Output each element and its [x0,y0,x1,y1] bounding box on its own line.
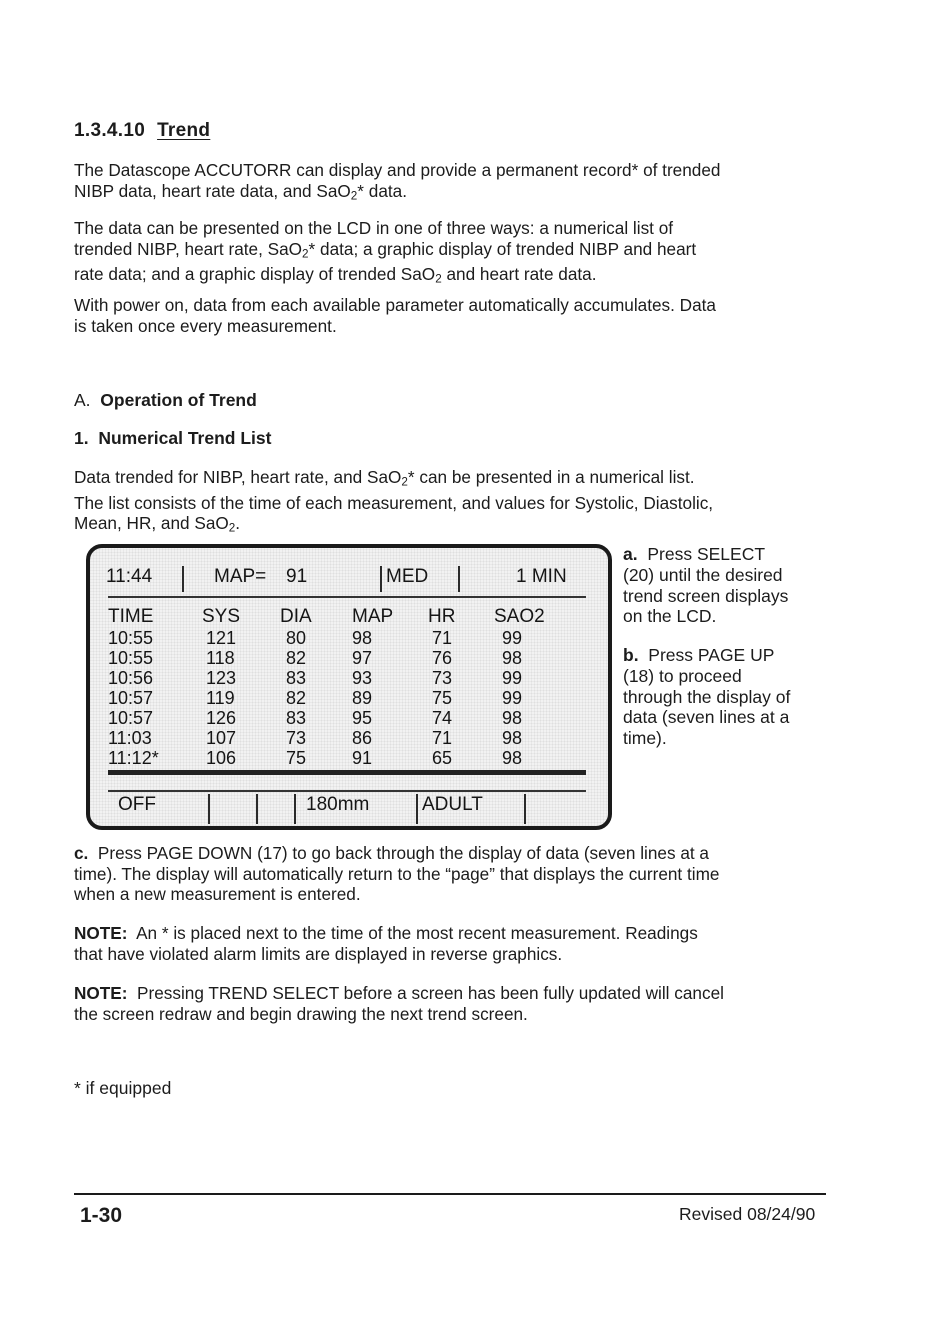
lcd-cell-sao2: 98 [502,728,523,748]
lcd-cell-dia: 82 [286,648,307,668]
lcd-cell-sao2: 99 [502,668,523,688]
lcd-cell-dia: 80 [286,628,307,648]
lcd-cell-map: 89 [352,688,373,708]
footnote: * if equipped [74,1078,172,1098]
lcd-cell-time: 11:03 [108,728,152,748]
lcd-softkey-off: OFF [118,794,156,815]
lcd-cell-hr: 71 [432,628,453,648]
lcd-cell-sys: 121 [206,628,237,648]
lcd-cell-sao2: 98 [502,708,523,728]
lcd-cell-time: 11:12* [108,748,159,768]
lcd-cell-dia: 75 [286,748,307,768]
lcd-header-time: TIME [108,606,154,627]
lcd-cell-hr: 76 [432,648,453,668]
lcd-cell-sao2: 99 [502,688,523,708]
lcd-cell-sao2: 99 [502,628,523,648]
note-trend-select: NOTE: Pressing TREND SELECT before a screen has been fully updated will cancel the screen redraw and begin drawing the next trend screen. [74,983,724,1024]
numerical-list-paragraph: Data trended for NIBP, heart rate, and SaO$_2$* can be presented in a numerical list. The list consists of the time of each measurement, and values for Systolic, Diastolic, Mean, HR, and SaO$_2$. [74,467,714,535]
lcd-cell-dia: 82 [286,688,307,708]
lcd-mode: MED [386,566,429,587]
lcd-cell-sys: 106 [206,748,237,768]
step-c: c. Press PAGE DOWN (17) to go back through the display of data (seven lines at a time). The display will automatically return to the “page” that displays the current time when a new measurement is entered. [74,843,720,904]
lcd-cell-sys: 119 [206,688,235,708]
lcd-cell-map: 98 [352,628,373,648]
lcd-map-value: 91 [286,566,308,587]
lcd-header-dia: DIA [280,606,312,627]
lcd-cell-time: 10:55 [108,628,154,648]
lcd-cell-dia: 83 [286,708,307,728]
lcd-cell-map: 97 [352,648,373,668]
lcd-cell-dia: 83 [286,668,307,688]
lcd-cell-hr: 75 [432,688,453,708]
lcd-cell-map: 86 [352,728,373,748]
note-recent-measurement: NOTE: An * is placed next to the time of the most recent measurement. Readings that have violated alarm limits are displayed in reverse graphics. [74,923,698,964]
section-heading [74,120,210,142]
revision-date: Revised 08/24/90 [679,1204,816,1224]
section-title: Trend [157,120,211,141]
intro-paragraph-2: The data can be presented on the LCD in one of three ways: a numerical list of trended NIBP, heart rate, SaO$_2$* data; a graphic display of trended NIBP and heart rate data; and a graphic display of trended SaO$_2$ and heart rate data. [74,218,697,286]
lcd-status-bar [102,562,588,592]
subsection-heading-a: A. Operation of Trend [74,390,257,410]
lcd-header-map: MAP [352,606,394,627]
lcd-cell-time: 10:57 [108,708,154,728]
lcd-cell-map: 91 [352,748,373,768]
lcd-cell-sys: 107 [206,728,237,748]
lcd-header-hr: HR [428,606,456,627]
lcd-cell-hr: 73 [432,668,453,688]
lcd-map-label: MAP= [214,566,267,587]
lcd-cell-map: 93 [352,668,373,688]
page-number: 1-30 [80,1204,123,1227]
intro-paragraph-1: The Datascope ACCUTORR can display and provide a permanent record* of trended NIBP data, heart rate data, and SaO$_2$* data. [74,160,721,202]
subsection-heading-1: 1. Numerical Trend List [74,428,272,448]
lcd-cell-time: 10:55 [108,648,154,668]
lcd-cell-hr: 65 [432,748,453,768]
lcd-header-sys: SYS [202,606,241,627]
lcd-trend-display [86,544,612,830]
lcd-cell-time: 10:56 [108,668,154,688]
step-a: a. Press SELECT (20) until the desired trend screen displays on the LCD. [623,544,789,627]
section-number: 1.3.4.10 [74,120,146,141]
lcd-cell-map: 95 [352,708,373,728]
intro-paragraph-3: With power on, data from each available parameter automatically accumulates. Data is taken once every measurement. [74,295,716,336]
lcd-header-sao2: SAO2 [494,606,545,627]
lcd-interval: 1 MIN [516,566,567,587]
lcd-cell-sys: 118 [206,648,235,668]
lcd-cell-hr: 71 [432,728,453,748]
lcd-cell-sys: 126 [206,708,237,728]
lcd-clock: 11:44 [106,566,153,587]
lcd-cell-sao2: 98 [502,748,523,768]
lcd-cell-time: 10:57 [108,688,154,708]
footer-rule [74,1193,826,1195]
lcd-softkey-speed: 180mm [306,794,370,815]
lcd-cell-hr: 74 [432,708,453,728]
lcd-cell-sao2: 98 [502,648,523,668]
lcd-cell-dia: 73 [286,728,307,748]
lcd-softkey-patient: ADULT [422,794,483,815]
step-b: b. Press PAGE UP (18) to proceed through the display of data (seven lines at a time). [623,645,791,749]
lcd-cell-sys: 123 [206,668,237,688]
